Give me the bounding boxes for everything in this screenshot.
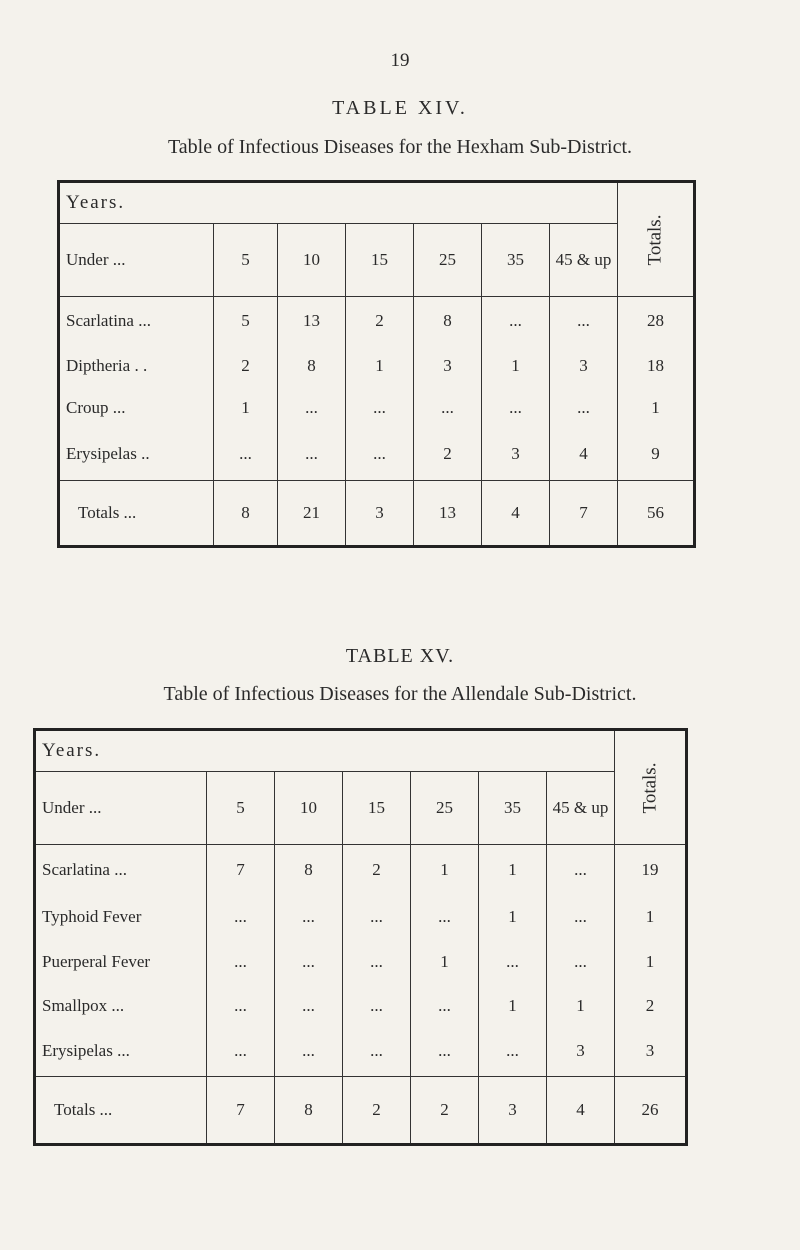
cell: ... <box>482 297 550 345</box>
cell: 8 <box>275 845 343 895</box>
age-col: 25 <box>411 772 479 845</box>
cell: ... <box>346 387 414 429</box>
cell: ... <box>547 940 615 985</box>
cell: ... <box>411 1027 479 1077</box>
cell: ... <box>550 297 618 345</box>
cell: 1 <box>479 895 547 940</box>
row-label: Scarlatina ... <box>66 310 151 330</box>
cell: ... <box>343 895 411 940</box>
age-col: 5 <box>207 772 275 845</box>
row-label: Erysipelas ... <box>42 1041 130 1061</box>
cell: 2 <box>343 1077 411 1145</box>
cell: 1 <box>411 845 479 895</box>
under-label: Under ... <box>35 772 207 845</box>
cell: 19 <box>615 845 687 895</box>
cell: ... <box>275 1027 343 1077</box>
cell: ... <box>482 387 550 429</box>
age-col: 45 & up <box>547 772 615 845</box>
cell: ... <box>207 895 275 940</box>
cell: ... <box>343 940 411 985</box>
cell: ... <box>214 429 278 481</box>
cell: 4 <box>547 1077 615 1145</box>
table-row <box>35 985 687 1027</box>
cell: 7 <box>550 481 618 547</box>
cell: 3 <box>346 481 414 547</box>
cell: 8 <box>414 297 482 345</box>
age-col: 10 <box>275 772 343 845</box>
cell: ... <box>207 940 275 985</box>
cell: ... <box>275 940 343 985</box>
totals-label: Totals ... <box>59 481 214 547</box>
cell: ... <box>346 429 414 481</box>
table-row <box>59 297 695 345</box>
table-15 <box>33 728 688 1146</box>
cell: 21 <box>278 481 346 547</box>
cell: 4 <box>550 429 618 481</box>
age-col: 15 <box>343 772 411 845</box>
table-14-title: TABLE XIV. <box>332 97 468 119</box>
table-row <box>35 940 687 985</box>
cell: 28 <box>618 297 695 345</box>
cell: 3 <box>482 429 550 481</box>
cell: 1 <box>479 845 547 895</box>
row-label: Typhoid Fever <box>42 907 142 926</box>
cell: 1 <box>479 985 547 1027</box>
years-header: Years. <box>35 730 615 772</box>
cell: ... <box>278 387 346 429</box>
cell: ... <box>411 895 479 940</box>
cell: 1 <box>346 345 414 387</box>
table-row <box>59 345 695 387</box>
table-row <box>35 895 687 940</box>
age-col: 5 <box>214 224 278 297</box>
cell: 26 <box>615 1077 687 1145</box>
cell: 1 <box>482 345 550 387</box>
cell: 7 <box>207 1077 275 1145</box>
cell: 2 <box>414 429 482 481</box>
cell: 1 <box>214 387 278 429</box>
table-row <box>59 429 695 481</box>
cell: 3 <box>547 1027 615 1077</box>
row-label: Croup ... <box>66 397 126 417</box>
table-row <box>35 1027 687 1077</box>
age-col: 35 <box>482 224 550 297</box>
under-label: Under ... <box>59 224 214 297</box>
row-label: Scarlatina ... <box>42 859 127 879</box>
cell: 2 <box>214 345 278 387</box>
cell: 56 <box>618 481 695 547</box>
cell: 3 <box>479 1077 547 1145</box>
cell: 9 <box>618 429 695 481</box>
age-col: 45 & up <box>550 224 618 297</box>
row-label: Puerperal Fever <box>42 952 151 971</box>
cell: ... <box>343 1027 411 1077</box>
cell: 2 <box>615 985 687 1027</box>
cell: ... <box>479 1027 547 1077</box>
cell: 13 <box>414 481 482 547</box>
cell: 13 <box>278 297 346 345</box>
cell: 3 <box>414 345 482 387</box>
row-label: Erysipelas .. <box>66 444 150 464</box>
cell: ... <box>207 1027 275 1077</box>
cell: 3 <box>615 1027 687 1077</box>
cell: 1 <box>618 387 695 429</box>
age-col: 15 <box>346 224 414 297</box>
cell: ... <box>547 845 615 895</box>
totals-label: Totals ... <box>35 1077 207 1145</box>
cell: 1 <box>615 895 687 940</box>
cell: ... <box>550 387 618 429</box>
cell: 8 <box>275 1077 343 1145</box>
cell: 3 <box>550 345 618 387</box>
totals-row <box>35 1077 687 1145</box>
cell: ... <box>414 387 482 429</box>
table-15-subtitle: Table of Infectious Diseases for the Allendale Sub-District. <box>163 683 637 705</box>
age-col: 10 <box>278 224 346 297</box>
age-col: 35 <box>479 772 547 845</box>
cell: 1 <box>411 940 479 985</box>
cell: 1 <box>615 940 687 985</box>
cell: ... <box>207 985 275 1027</box>
cell: ... <box>479 940 547 985</box>
totals-header: Totals. <box>615 730 687 845</box>
row-label: Smallpox ... <box>42 995 125 1015</box>
cell: 5 <box>214 297 278 345</box>
cell: 1 <box>547 985 615 1027</box>
cell: 4 <box>482 481 550 547</box>
table-15-title: TABLE XV. <box>345 645 455 667</box>
table-14 <box>57 180 696 548</box>
cell: ... <box>278 429 346 481</box>
cell: ... <box>275 895 343 940</box>
cell: 2 <box>343 845 411 895</box>
cell: ... <box>547 895 615 940</box>
cell: 8 <box>214 481 278 547</box>
cell: 2 <box>411 1077 479 1145</box>
totals-header: Totals. <box>618 182 695 297</box>
cell: ... <box>343 985 411 1027</box>
table-row <box>35 845 687 895</box>
cell: 2 <box>346 297 414 345</box>
cell: ... <box>275 985 343 1027</box>
totals-row <box>59 481 695 547</box>
page-number: 19 <box>390 50 410 71</box>
cell: 18 <box>618 345 695 387</box>
table-row <box>59 387 695 429</box>
row-label: Diptheria . . <box>66 355 148 375</box>
cell: 8 <box>278 345 346 387</box>
age-col: 25 <box>414 224 482 297</box>
cell: ... <box>411 985 479 1027</box>
cell: 7 <box>207 845 275 895</box>
years-header: Years. <box>59 182 618 224</box>
table-14-subtitle: Table of Infectious Diseases for the Hexham Sub-District. <box>167 136 633 158</box>
